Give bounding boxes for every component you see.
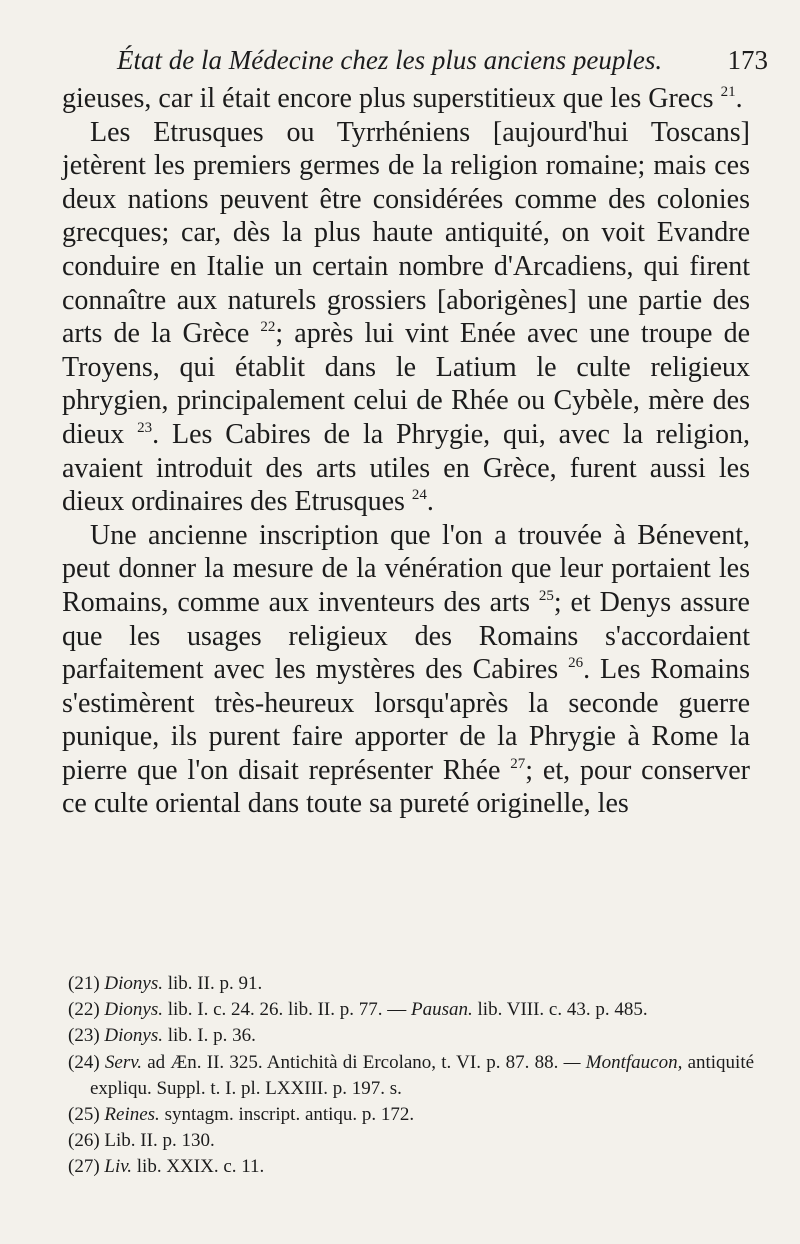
paragraph-etrusques (62, 116, 750, 519)
footnote: (26) Lib. II. p. 130. (68, 1130, 215, 1152)
main-text (62, 82, 750, 821)
running-title: État de la Médecine chez les plus anciens peuples. (117, 45, 663, 75)
paragraph-text: ; et, pour conserver ce culte oriental dans toute sa pureté originelle, les (62, 754, 751, 820)
footnote: (25) Reines. syntagm. inscript. antiqu. p. 172. (68, 1104, 415, 1126)
paragraph-text: gieuses, car il était encore plus superstitieux que les Grecs (62, 83, 714, 114)
paragraph-text: Une ancienne inscription que l'on a trouvée à Bénevent, peut donner la mesure de la vénération que leur portaient les Romains, comme aux inventeurs des arts (62, 519, 750, 618)
note-ref: 24 (411, 487, 427, 504)
footnote: (24) Serv. ad Æn. II. 325. Antichità di Ercolano, t. VI. p. 87. 88. — Montfaucon, antiquité expliqu. Suppl. t. I. pl. LXXIII. p. 197. s. (68, 1051, 755, 1099)
footnote: (23) Dionys. lib. I. p. 36. (68, 1025, 256, 1047)
paragraph-text: ; et Denys assure que les usages religieux des Romains s'accordaient parfaitement avec les mystères des Cabires (62, 586, 750, 686)
page-header (62, 40, 768, 80)
paragraph-text: . (426, 486, 434, 518)
paragraph-text: . Les Romains s'estimèrent très-heureux lorsqu'après la seconde guerre punique, ils purent faire apporter de la Phrygie à Rome la pierre que l'on disait représenter Rhée (62, 654, 750, 786)
note-ref: 26 (568, 655, 584, 672)
note-ref: 22 (260, 319, 276, 336)
footnote: (22) Dionys. lib. I. c. 24. 26. lib. II. p. 77. — Pausan. lib. VIII. c. 43. p. 485. (68, 999, 648, 1021)
paragraph-continued (62, 82, 750, 116)
note-ref: 27 (510, 755, 526, 772)
footnote: (27) Liv. lib. XXIX. c. 11. (68, 1156, 265, 1178)
footnote: (21) Dionys. lib. II. p. 91. (68, 973, 263, 994)
note-ref: 21 (720, 84, 736, 100)
note-ref: 25 (538, 587, 554, 604)
paragraph-inscription (62, 519, 750, 821)
footnotes (68, 971, 754, 1181)
paragraph-text: ; après lui vint Enée avec une troupe de Troyens, qui établit dans le Latium le culte religieux phrygien, principalement celui de Rhée ou Cybèle, mère des dieux (62, 318, 750, 450)
page-number: 173 (727, 45, 768, 75)
paragraph-text: Les Etrusques ou Tyrrhéniens [aujourd'hui Toscans] jetèrent les premiers germes de la religion romaine; mais ces deux nations peuvent être considérées comme des colonies grecques; car, dès la plus haute antiquité, on voit Evandre conduire en Italie un certain nombre d'Arcadiens, qui firent connaître aux naturels grossiers [aborigènes] une partie des arts de la Grèce (62, 116, 750, 350)
paragraph-text: . Les Cabires de la Phrygie, qui, avec la religion, avaient introduit des arts utiles en Grèce, furent aussi les dieux ordinaires des Etrusques (62, 418, 750, 518)
paragraph-text: . (735, 83, 743, 114)
note-ref: 23 (137, 419, 153, 436)
